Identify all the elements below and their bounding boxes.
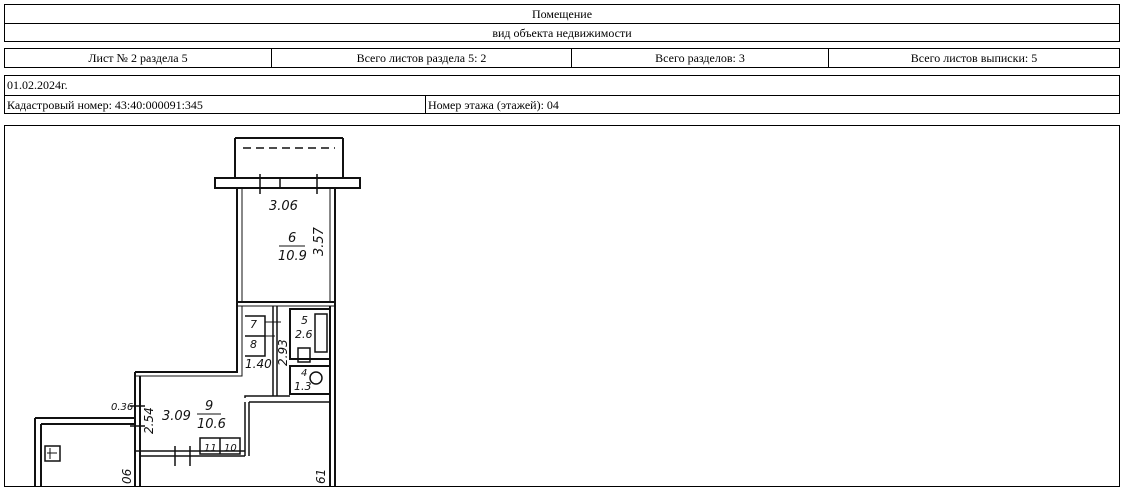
room5-area-label: 2.6 — [295, 328, 313, 341]
room10-number-label: 10 — [224, 443, 237, 454]
extract-date: 01.02.2024г. — [7, 78, 68, 92]
room9-length-label: 2.54 — [142, 407, 156, 434]
floor-plan-frame — [4, 125, 1120, 487]
room5-number-label: 5 — [301, 314, 308, 327]
floor-number: Номер этажа (этажей): 04 — [428, 97, 559, 112]
balcony-outline — [235, 138, 343, 178]
sheet-number: Лист № 2 раздела 5 — [88, 50, 188, 65]
corridor-left-wall — [135, 302, 237, 372]
header-block — [4, 4, 1120, 42]
room4-number-label: 4 — [301, 368, 308, 379]
total-sections: Всего разделов: 3 — [655, 50, 745, 65]
object-title: Помещение — [531, 6, 593, 21]
room8-number-label: 8 — [250, 338, 257, 351]
room4-area-label: 1.3 — [294, 380, 312, 393]
cadastral-number: Кадастровый номер: 43:40:000091:345 — [7, 97, 203, 112]
corridor-width-label: 1.40 — [245, 357, 272, 371]
room9-small-label: 0.36 — [111, 402, 134, 413]
exterior-wall-top — [215, 178, 360, 188]
room7-number-label: 7 — [250, 318, 257, 331]
room6-width-label: 3.06 — [269, 199, 298, 214]
section-sheets-count: Всего листов раздела 5: 2 — [356, 50, 487, 65]
room6-number-label: 6 — [288, 231, 297, 246]
floor-plan-drawing — [5, 126, 1120, 487]
bottom-mid-dim-label: 61 — [314, 468, 328, 484]
total-sheets: Всего листов выписки: 5 — [910, 50, 1038, 65]
room6-area-label: 10.9 — [278, 249, 307, 264]
sheet-info-row — [4, 48, 1120, 68]
room9-width-label: 3.09 — [162, 409, 191, 424]
corridor-length-label: 2.93 — [276, 339, 290, 366]
room9-number-label: 9 — [205, 399, 214, 414]
meta-block — [4, 75, 1120, 114]
room6-length-label: 3.57 — [312, 227, 327, 256]
object-type: вид объекта недвижимости — [492, 25, 632, 40]
bottom-left-dim-label: 06 — [120, 468, 134, 484]
room-9-walls — [135, 372, 140, 487]
room11-number-label: 11 — [204, 443, 217, 454]
room9-area-label: 10.6 — [197, 417, 226, 432]
